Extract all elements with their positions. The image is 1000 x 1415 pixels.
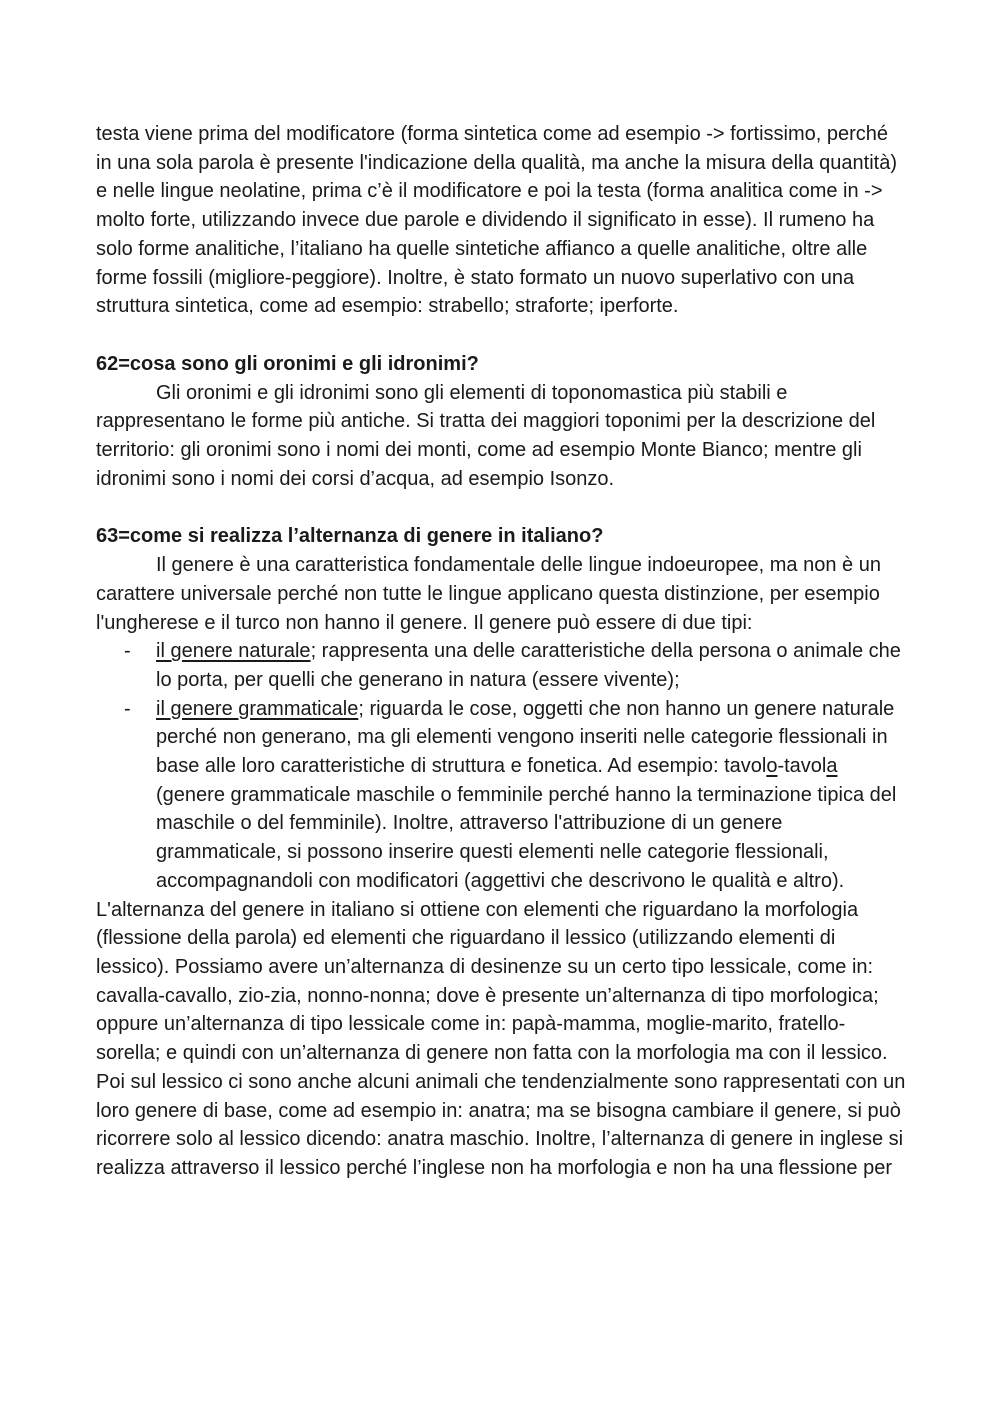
list-item-grammatical-gender <box>124 695 906 896</box>
paragraph-63-closing: L'alternanza del genere in italiano si ottiene con elementi che riguardano la morfologia (flessione della parola) ed elementi che riguardano il lessico (utilizzando elementi di lessico). Possiamo avere un’alternanza di desinenze su un certo tipo lessicale, come in: cavalla-cavallo, zio-zia, nonno-nonna; dove è presente un’alternanza di tipo morfologica; oppure un’alternanza di tipo lessicale come in: papà-mamma, moglie-marito, fratello-sorella; e quindi con un’alternanza di genere non fatta con la morfologia ma con il lessico. Poi sul lessico ci sono anche alcuni animali che tendenzialmente sono rappresentati con un loro genere di base, come ad esempio in: anatra; ma se bisogna cambiare il genere, si può ricorrere solo al lessico dicendo: anatra maschio. Inoltre, l’alternanza di genere in inglese si realizza attraverso il lessico perché l’inglese non ha morfologia e non ha una flessione per <box>96 898 906 1179</box>
term-natural-gender: il genere naturale <box>156 640 311 663</box>
natural-gender-text: ; rappresenta una delle caratteristiche della persona o animale che lo porta, per quelli che generano in natura (essere vivente); <box>156 640 901 691</box>
grammatical-gender-text-a: ; riguarda le cose, oggetti che non hanno un genere naturale perché non generano, ma gli elementi vengono inseriti nelle categorie flessionali in base alle loro caratteristiche di struttura e fonetica. Ad esempio: tavol <box>156 697 895 778</box>
list-bullet: - <box>124 640 131 663</box>
ending-a: a <box>826 755 838 778</box>
grammatical-gender-text-b: -tavol <box>777 755 827 778</box>
term-grammatical-gender: il genere grammaticale <box>156 697 359 720</box>
heading-62: 62=cosa sono gli oronimi e gli idronimi? <box>96 352 479 375</box>
list-bullet: - <box>124 697 131 720</box>
document-page <box>96 120 906 1183</box>
ending-o: o <box>766 755 778 778</box>
paragraph-62: Gli oronimi e gli idronimi sono gli elementi di toponomastica più stabili e rappresentano le forme più antiche. Si tratta dei maggiori toponimi per la descrizione del territorio: gli oronimi sono i nomi dei monti, come ad esempio Monte Bianco; mentre gli idronimi sono i nomi dei corsi d’acqua, ad esempio Isonzo. <box>96 381 876 490</box>
paragraph-63-intro: Il genere è una caratteristica fondamentale delle lingue indoeuropee, ma non è un carattere universale perché non tutte le lingue applicano questa distinzione, per esempio l'ungherese e il turco non hanno il genere. Il genere può essere di due tipi: <box>96 554 881 634</box>
gender-type-list <box>96 637 906 895</box>
paragraph-intro: testa viene prima del modificatore (forma sintetica come ad esempio -> fortissimo, perché in una sola parola è presente l'indicazione della qualità, ma anche la misura della quantità) e nelle lingue neolatine, prima c’è il modificatore e poi la testa (forma analitica come in -> molto forte, utilizzando invece due parole e dividendo il significato in esse). Il rumeno ha solo forme analitiche, l’italiano ha quelle sintetiche affianco a quelle analitiche, oltre alle forme fossili (migliore-peggiore). Inoltre, è stato formato un nuovo superlativo con una struttura sintetica, come ad esempio: strabello; straforte; iperforte. <box>96 123 897 318</box>
heading-63: 63=come si realizza l’alternanza di genere in italiano? <box>96 525 604 548</box>
list-item-natural-gender <box>124 637 906 694</box>
grammatical-gender-text-c: (genere grammaticale maschile o femminile perché hanno la terminazione tipica del maschile o del femminile). Inoltre, attraverso l'attribuzione di un genere grammaticale, si possono inserire questi elementi nelle categorie flessionali, accompagnandoli con modificatori (aggettivi che descrivono le qualità e altro). <box>156 783 897 892</box>
